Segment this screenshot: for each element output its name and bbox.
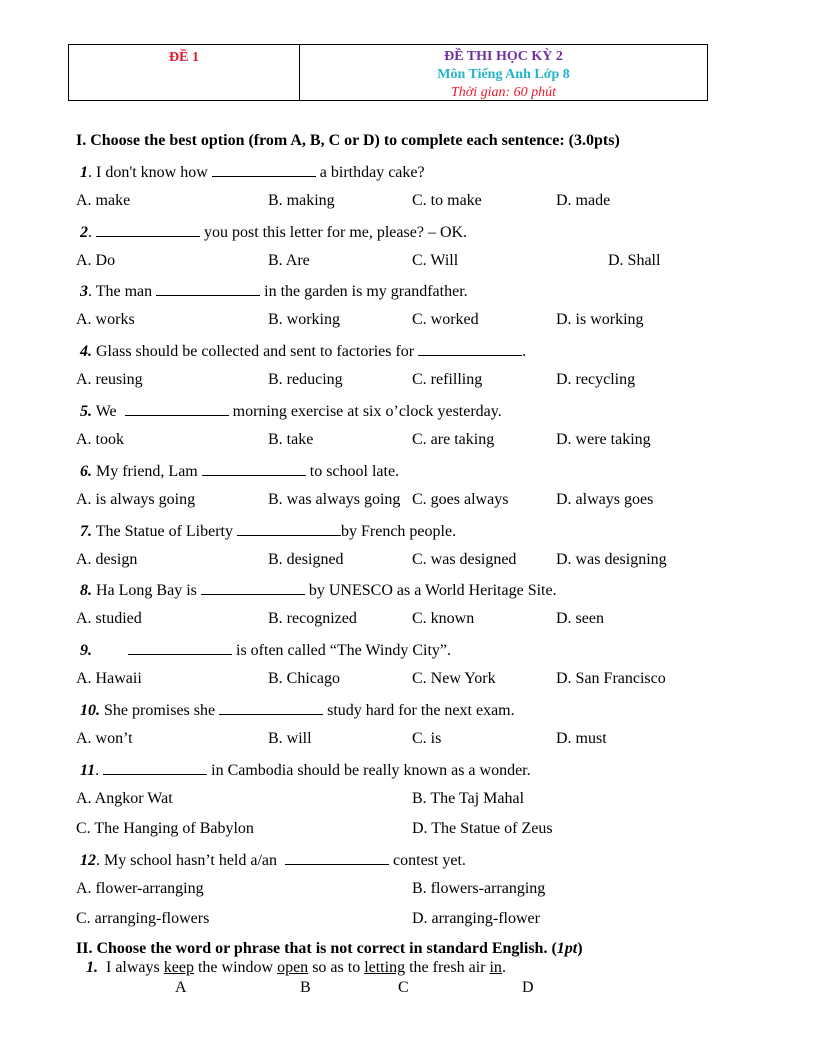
- question-6: [80, 461, 399, 481]
- question-text: Ha Long Bay is: [92, 582, 201, 599]
- option-d: D. Shall: [608, 252, 661, 269]
- option-d: D. was designing: [556, 551, 667, 568]
- option-d: D. always goes: [556, 491, 654, 508]
- question-text: We: [92, 403, 125, 420]
- question-12: [80, 850, 466, 870]
- option-b: B. will: [268, 730, 312, 747]
- option-a: A. Angkor Wat: [76, 790, 173, 807]
- exam-code-cell: [69, 45, 300, 100]
- answer-blank: [128, 640, 232, 655]
- question-5: [80, 401, 502, 421]
- option-c: C. worked: [412, 311, 479, 328]
- option-d: D. must: [556, 730, 607, 747]
- question-number: 7.: [80, 523, 92, 540]
- exam-title: ĐỀ THI HỌC KỲ 2: [444, 49, 563, 64]
- question-text: so as to: [308, 959, 365, 976]
- question-text: .: [501, 959, 506, 976]
- exam-subject: Môn Tiếng Anh Lớp 8: [437, 67, 570, 82]
- option-c: C. is: [412, 730, 442, 747]
- answer-blank: [285, 850, 389, 865]
- option-d: D. is working: [556, 311, 644, 328]
- answer-blank: [219, 700, 323, 715]
- question-text: to school late.: [305, 463, 400, 480]
- question-text: . I don't know how: [88, 164, 212, 181]
- option-c: C. was designed: [412, 551, 517, 568]
- section-1-title: I. Choose the best option (from A, B, C or D) to complete each sentence: (3.0pts): [76, 132, 620, 149]
- section-2-title: [76, 940, 583, 958]
- answer-blank: [202, 461, 306, 476]
- label-a: A: [175, 979, 187, 996]
- option-b: B. flowers-arranging: [412, 880, 546, 897]
- question-text: [92, 642, 128, 659]
- question-text: morning exercise at six o’clock yesterday.: [228, 403, 502, 420]
- label-d: D: [522, 979, 534, 996]
- option-c: C. to make: [412, 192, 482, 209]
- option-b: B. recognized: [268, 610, 357, 627]
- label-b: B: [300, 979, 311, 996]
- exam-header: [68, 44, 708, 101]
- underlined-word-d: in: [489, 959, 502, 976]
- question-text: is often called “The Windy City”.: [232, 642, 451, 659]
- question-3: [80, 281, 468, 301]
- option-d: D. were taking: [556, 431, 651, 448]
- option-d: D. San Francisco: [556, 670, 666, 687]
- option-a: A. make: [76, 192, 131, 209]
- option-b: B. working: [268, 311, 340, 328]
- answer-blank: [237, 521, 341, 536]
- option-a: A. is always going: [76, 491, 196, 508]
- question-text: .: [95, 762, 104, 779]
- option-c: C. known: [412, 610, 475, 627]
- question-number: 12: [80, 852, 96, 869]
- question-text: by French people.: [341, 523, 457, 540]
- underlined-word-c: letting: [364, 959, 406, 976]
- question-text: The Statue of Liberty: [92, 523, 237, 540]
- question-text: My friend, Lam: [92, 463, 202, 480]
- exam-time: Thời gian: 60 phút: [450, 85, 557, 100]
- option-a: A. Do: [76, 252, 116, 269]
- question-text: I always: [98, 959, 164, 976]
- error-question-1: [86, 959, 506, 977]
- section-2-points: 1pt: [556, 940, 578, 957]
- question-8: [80, 580, 557, 600]
- question-text: .: [88, 224, 96, 241]
- question-number: 5.: [80, 403, 92, 420]
- question-4: [80, 341, 526, 361]
- question-number: 10.: [80, 702, 100, 719]
- option-d: D. seen: [556, 610, 604, 627]
- option-b: B. take: [268, 431, 314, 448]
- section-2-title-text: II. Choose the word or phrase that is not correct in standard English. (: [76, 940, 557, 957]
- question-number: 11: [80, 762, 96, 779]
- option-d: D. recycling: [556, 371, 636, 388]
- label-c: C: [398, 979, 409, 996]
- option-b: B. was always going: [268, 491, 401, 508]
- question-10: [80, 700, 515, 720]
- question-text: a birthday cake?: [315, 164, 425, 181]
- option-a: A. flower-arranging: [76, 880, 204, 897]
- question-text: She promises she: [100, 702, 220, 719]
- option-c: C. arranging-flowers: [76, 910, 210, 927]
- question-number: 6.: [80, 463, 92, 480]
- question-2: [80, 222, 467, 242]
- answer-blank: [156, 281, 260, 296]
- question-text: Glass should be collected and sent to factories for: [92, 343, 419, 360]
- answer-blank: [418, 341, 522, 356]
- answer-blank: [96, 222, 200, 237]
- question-text: . My school hasn’t held a/an: [96, 852, 286, 869]
- option-b: B. Chicago: [268, 670, 340, 687]
- question-number: 1: [80, 164, 88, 181]
- question-9: [80, 640, 451, 660]
- question-text: in Cambodia should be really known as a wonder.: [207, 762, 531, 779]
- question-text: the fresh air: [405, 959, 490, 976]
- option-d: D. arranging-flower: [412, 910, 540, 927]
- question-11: [80, 760, 531, 780]
- answer-blank: [201, 580, 305, 595]
- option-a: A. reusing: [76, 371, 143, 388]
- option-c: C. are taking: [412, 431, 495, 448]
- question-number: 9.: [80, 642, 92, 659]
- question-text: study hard for the next exam.: [323, 702, 515, 719]
- question-text: contest yet.: [389, 852, 466, 869]
- exam-info-cell: [300, 45, 707, 100]
- option-c: C. refilling: [412, 371, 483, 388]
- option-c: C. The Hanging of Babylon: [76, 820, 254, 837]
- question-number: 2: [80, 224, 88, 241]
- option-b: B. The Taj Mahal: [412, 790, 525, 807]
- question-number: 4.: [80, 343, 92, 360]
- option-c: C. Will: [412, 252, 459, 269]
- option-a: A. design: [76, 551, 138, 568]
- question-1: [80, 162, 425, 182]
- option-d: D. made: [556, 192, 611, 209]
- underlined-word-a: keep: [163, 959, 194, 976]
- option-b: B. reducing: [268, 371, 343, 388]
- option-c: C. New York: [412, 670, 496, 687]
- section-2-title-end: ): [577, 940, 583, 957]
- question-text: by UNESCO as a World Heritage Site.: [304, 582, 557, 599]
- option-a: A. Hawaii: [76, 670, 142, 687]
- underlined-word-b: open: [277, 959, 309, 976]
- question-number: 3: [80, 283, 88, 300]
- option-b: B. designed: [268, 551, 344, 568]
- option-d: D. The Statue of Zeus: [412, 820, 553, 837]
- question-number: 1.: [86, 959, 98, 976]
- question-number: 8.: [80, 582, 92, 599]
- option-a: A. works: [76, 311, 135, 328]
- answer-blank: [125, 401, 229, 416]
- option-c: C. goes always: [412, 491, 509, 508]
- option-a: A. studied: [76, 610, 142, 627]
- option-a: A. took: [76, 431, 124, 448]
- question-text: you post this letter for me, please? – OK.: [200, 224, 468, 241]
- answer-blank: [103, 760, 207, 775]
- question-text: . The man: [88, 283, 157, 300]
- option-b: B. Are: [268, 252, 310, 269]
- question-text: .: [522, 343, 527, 360]
- exam-code: ĐỀ 1: [169, 50, 199, 65]
- option-a: A. won’t: [76, 730, 133, 747]
- question-7: [80, 521, 456, 541]
- answer-blank: [212, 162, 316, 177]
- question-text: in the garden is my grandfather.: [260, 283, 468, 300]
- question-text: the window: [193, 959, 278, 976]
- option-b: B. making: [268, 192, 335, 209]
